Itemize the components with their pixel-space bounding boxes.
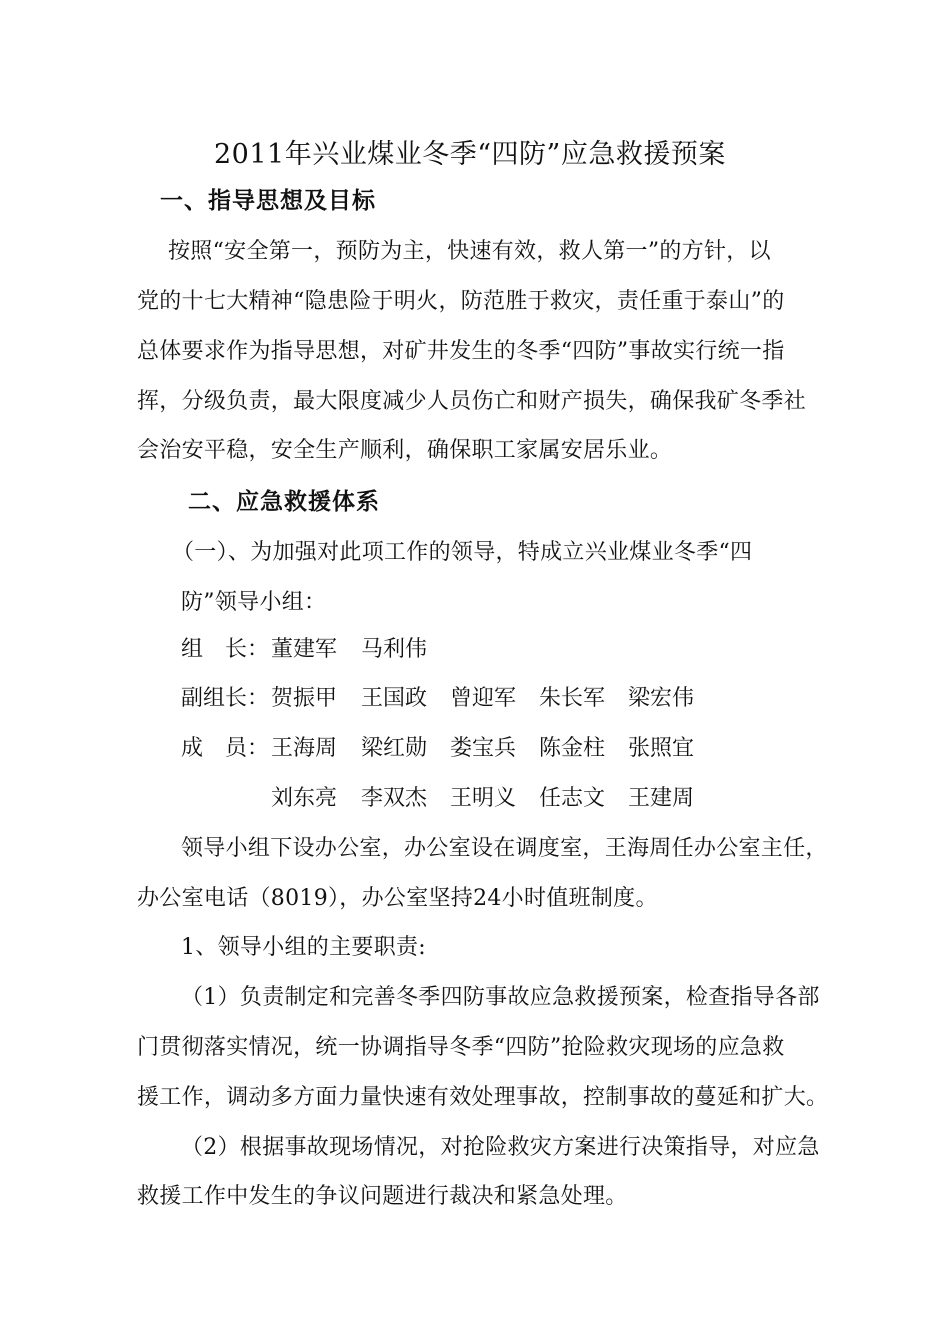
paragraph-line: 会治安平稳，安全生产顺利，确保职工家属安居乐业。	[137, 438, 673, 463]
paragraph-line: 挥，分级负责，最大限度减少人员伤亡和财产损失，确保我矿冬季社	[137, 389, 807, 414]
member-name: 任志文	[539, 786, 606, 811]
duty-line: （1）负责制定和完善冬季四防事故应急救援预案，检查指导各部	[181, 985, 820, 1010]
member-name: 王建周	[628, 786, 695, 811]
document-title: 2011年兴业煤业冬季“四防”应急救援预案	[214, 139, 726, 170]
member-name: 陈金柱	[539, 736, 606, 761]
paragraph-line: 按照“安全第一，预防为主，快速有效，救人第一”的方针，以	[168, 239, 771, 264]
member-name: 刘东亮	[271, 786, 338, 811]
section-heading-1: 一、指导思想及目标	[160, 188, 376, 214]
intro-line: 防”领导小组：	[181, 590, 327, 615]
deputy-name: 梁宏伟	[628, 686, 695, 711]
leader-label: 组 长：	[181, 637, 270, 662]
duty-line: 援工作，调动多方面力量快速有效处理事故，控制事故的蔓延和扩大。	[137, 1085, 829, 1110]
member-name: 李双杰	[361, 786, 428, 811]
leader-name: 董建军	[271, 637, 338, 662]
duties-heading: 1、领导小组的主要职责:	[181, 935, 427, 960]
duty-line: 门贯彻落实情况，统一协调指导冬季“四防”抢险救灾现场的应急救	[137, 1035, 785, 1060]
member-name: 张照宜	[628, 736, 695, 761]
duty-line: （2）根据事故现场情况，对抢险救灾方案进行决策指导，对应急	[181, 1135, 820, 1160]
deputy-name: 贺振甲	[271, 686, 338, 711]
member-name: 娄宝兵	[450, 736, 517, 761]
office-line: 领导小组下设办公室，办公室设在调度室，王海周任办公室主任，	[181, 836, 828, 861]
deputy-name: 王国政	[361, 686, 428, 711]
intro-line: （一）、为加强对此项工作的领导，特成立兴业煤业冬季“四	[172, 540, 753, 565]
duty-line: 救援工作中发生的争议问题进行裁决和紧急处理。	[137, 1184, 628, 1209]
member-label: 成 员：	[181, 736, 270, 761]
paragraph-line: 总体要求作为指导思想，对矿井发生的冬季“四防”事故实行统一指	[137, 339, 785, 364]
leader-name: 马利伟	[361, 637, 428, 662]
member-name: 王明义	[450, 786, 517, 811]
deputy-name: 朱长军	[539, 686, 606, 711]
member-name: 王海周	[271, 736, 338, 761]
deputy-label: 副组长：	[181, 686, 270, 711]
paragraph-line: 党的十七大精神“隐患险于明火，防范胜于救灾，责任重于泰山”的	[137, 289, 785, 314]
office-line: 办公室电话（8019），办公室坚持24小时值班制度。	[137, 886, 658, 911]
member-name: 梁红勋	[361, 736, 428, 761]
section-heading-2: 二、应急救援体系	[188, 489, 380, 515]
deputy-name: 曾迎军	[450, 686, 517, 711]
